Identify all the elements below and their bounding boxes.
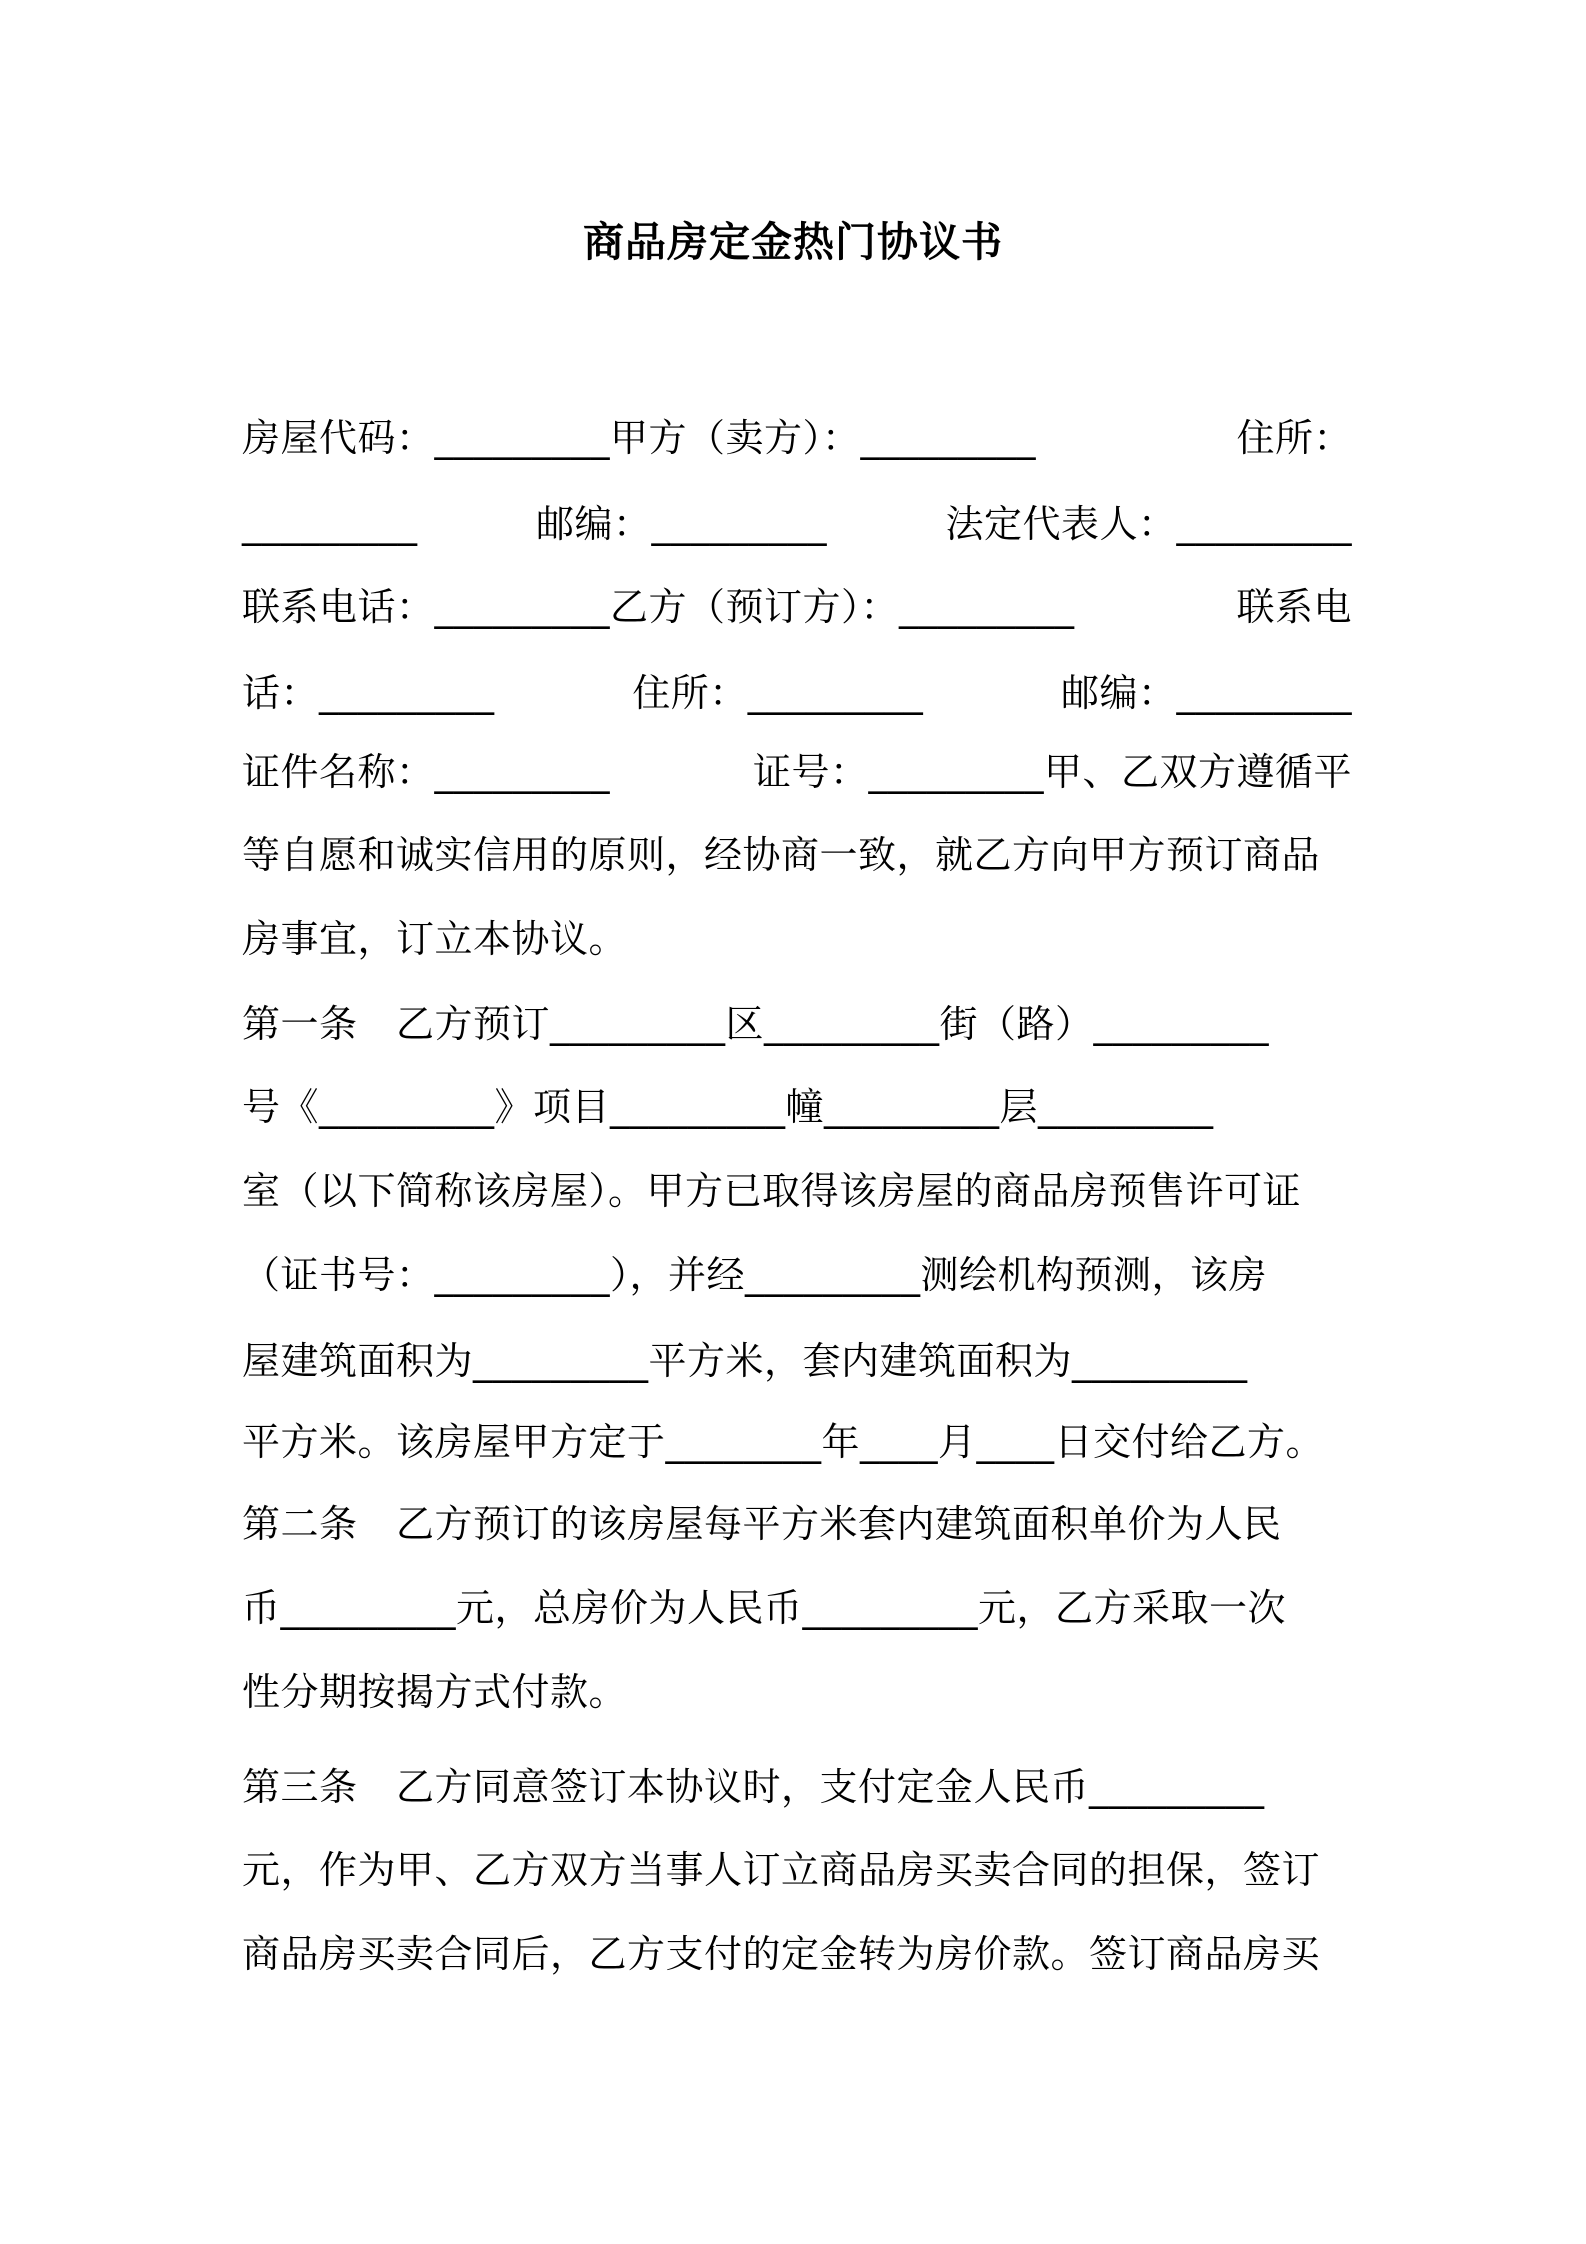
text-segment: 联系电 xyxy=(1236,585,1352,629)
text-line-13 xyxy=(242,1414,1352,1470)
text-segment: 房屋代码：_________甲方（卖方）：_________ xyxy=(242,416,1037,460)
text-segment: 法定代表人：_________ xyxy=(945,502,1352,546)
text-line-12 xyxy=(242,1333,1352,1389)
text-line-1 xyxy=(242,410,1352,466)
text-segment: 证件名称：_________ xyxy=(242,750,611,794)
text-segment: 邮编：_________ xyxy=(1060,671,1352,715)
text-line-11 xyxy=(242,1247,1352,1303)
text-segment: 性分期按揭方式付款。 xyxy=(242,1670,628,1714)
text-segment: 证号：_________甲、乙双方遵循平 xyxy=(752,750,1352,794)
text-segment: 住所：_________ xyxy=(632,671,924,715)
text-line-19 xyxy=(242,1926,1352,1982)
text-segment: 第三条 乙方同意签订本协议时，支付定金人民币_________ xyxy=(242,1765,1265,1809)
text-segment: 邮编：_________ xyxy=(535,502,827,546)
text-segment: 屋建筑面积为_________平方米，套内建筑面积为_________ xyxy=(242,1339,1248,1383)
text-segment: 平方米。该房屋甲方定于________年____月____日交付给乙方。 xyxy=(242,1420,1325,1464)
text-line-14 xyxy=(242,1496,1352,1552)
text-line-3 xyxy=(242,579,1352,635)
text-segment: 号《_________》项目_________幢_________层_________ xyxy=(242,1085,1214,1129)
text-segment: 联系电话：_________乙方（预订方）：_________ xyxy=(242,585,1075,629)
text-line-9 xyxy=(242,1079,1352,1135)
text-segment: 话：_________ xyxy=(242,671,495,715)
text-line-15 xyxy=(242,1580,1352,1636)
text-segment: 等自愿和诚实信用的原则，经协商一致，就乙方向甲方预订商品 xyxy=(242,833,1321,877)
text-line-4 xyxy=(242,665,1352,721)
text-segment: 商品房买卖合同后，乙方支付的定金转为房价款。签订商品房买 xyxy=(242,1932,1321,1976)
document-title: 商品房定金热门协议书 xyxy=(583,218,1003,266)
text-line-5 xyxy=(242,744,1352,800)
text-line-10 xyxy=(242,1163,1352,1219)
text-line-2 xyxy=(242,496,1352,552)
text-segment: 币_________元，总房价为人民币_________元，乙方采取一次 xyxy=(242,1586,1287,1630)
text-segment: （证书号：_________），并经_________测绘机构预测，该房 xyxy=(242,1253,1268,1297)
text-line-6 xyxy=(242,827,1352,883)
text-line-8 xyxy=(242,996,1352,1052)
text-line-7 xyxy=(242,911,1352,967)
text-line-17 xyxy=(242,1759,1352,1815)
text-segment: 室（以下简称该房屋）。甲方已取得该房屋的商品房预售许可证 xyxy=(242,1169,1302,1213)
text-segment: 住所： xyxy=(1236,416,1352,460)
text-segment: 第二条 乙方预订的该房屋每平方米套内建筑面积单价为人民 xyxy=(242,1502,1282,1546)
text-line-18 xyxy=(242,1842,1352,1898)
text-segment: 元，作为甲、乙方双方当事人订立商品房买卖合同的担保，签订 xyxy=(242,1848,1321,1892)
text-segment: 房事宜，订立本协议。 xyxy=(242,917,628,961)
text-segment: _________ xyxy=(242,502,418,546)
text-segment: 第一条 乙方预订_________区_________街（路）_________ xyxy=(242,1002,1270,1046)
text-line-16 xyxy=(242,1664,1352,1720)
